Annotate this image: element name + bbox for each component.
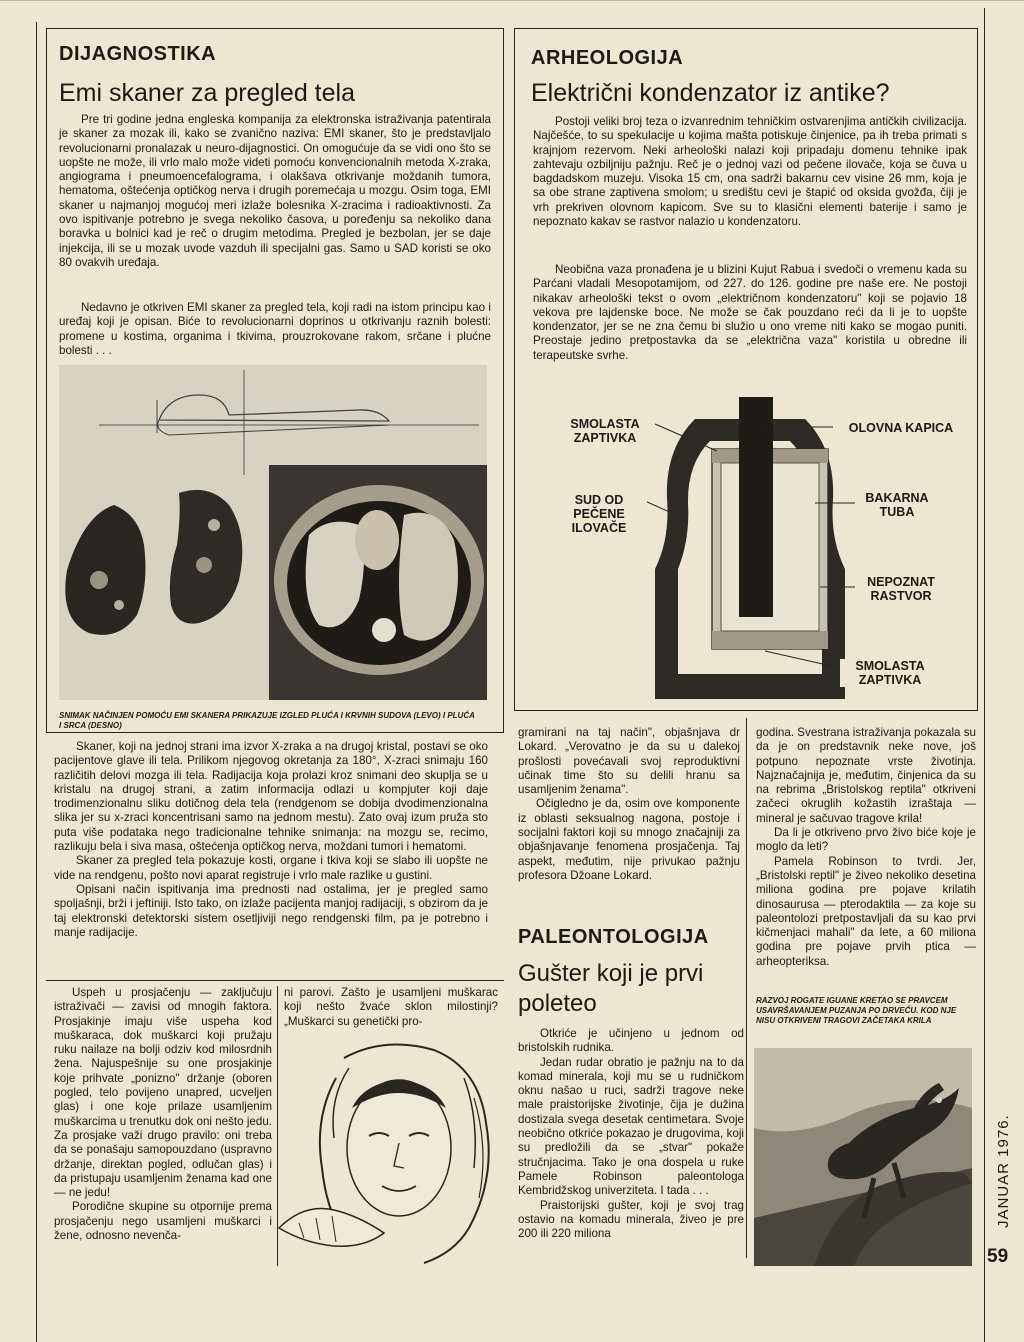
article-paragraph: Da li je otkriveno prvo živo biće koje je moglo da leti? bbox=[756, 826, 976, 854]
article-paragraph: Pre tri godine jedna engleska kompanija za elektronska istraživanja patentirala je skaner za mozak ili, kako se zvanično naziva: EMI skaner, što je predstavljalo revolucionarni pronalazak u neuro-dijagnostici. On omogućuje da se vidi ono što se uopšte ne može, ili vrlo malo može videti pomoću konvencionalnih metoda X-zraka, angiograma i pneumoencefalograma, i olakšava otkrivanje moždanih tumora, hematoma, oštećenja optičkog nerva i drugih poremećaja u mozgu. Osim toga, EMI skaner u najmanjoj mogućoj meri izlaže bolesnika X-zracima i radioaktivnosti. Za ovo ispitivanje potrebno je svega nekoliko časova, u poređenju sa nekoliko dana boravka u bolnici kad je reč o drugim metodima. Pregled je bezbolan, jer se daje injekcija, ili se u mozak uvode vazduh ili specijalni gas. Samo u SAD koristi se oko 80 ovakvih uređaja. bbox=[59, 113, 491, 269]
article-paragraph: Skaner, koji na jednoj strani ima izvor X-zraka a na drugoj kristal, postavi se oko pacijentove glave ili tela. Prilikom njegovog okretanja za 180°, X-zraci snimaju 160 različitih delovi mozga ili tela. Radijacija koja prolazi kroz snimani deo skuplja se u kristalu na drugoj strani, a zatim informacija odlazi u kompjuter koji daje trodimenzionalnu sliku dotičnog dela tela (rendgenom se dobija dvodimenzionalna slika jer su x-zraci koncentrisani samo na jednom mestu). Zato ovaj izum pruža sto puta više podataka nego tradicionalne tehnike snimanja: na mozgu se, recimo, razlikuju bela i siva masa, oštećenja optičkog nerva, moždani tumori i hematomi. bbox=[54, 740, 488, 854]
label-copper-tube: BAKARNA TUBA bbox=[855, 491, 939, 519]
article-paragraph: Postoji veliki broj teza o izvanrednim tehničkim ostvarenjima antičkih civilizacija. Najčešće, to su spekulacije u kojima mašta potiskuje činjenice, pa ih treba primati s krajnjom rezervom. Neki arheološki nalazi koji pripadaju domenu tehnike ipak zahtevaju ozbiljniju pažnju. Reč je o jednoj vazi od pečene ilovače, koja se čuva u bagdadskom muzeju. Visoka 15 cm, ona sadrži bakarnu cev visine 26 mm, koja je sa obe strane zaptivena smolom; u središtu cevi je štapić od oksida gvožđa, čiji je vrh prekriven olovnom kapicom. Sve su to klasični elementi baterije i samo je nepoznato kakav se rastvor nalazio u kondenzatoru. bbox=[533, 115, 967, 229]
article-paragraph: ni parovi. Zašto je usamljeni muškarac koji nešto žvaće sklon milostinji? „Muškarci su genetički pro- bbox=[284, 986, 498, 1028]
label-resin-seal-top: SMOLASTA ZAPTIVKA bbox=[555, 417, 655, 445]
article-paragraph: godina. Svestrana istraživanja pokazala su da je on predstavnik neke nove, još potpuno nepoznate vrste životinja. Najznačajnija je, međutim, činjenica da su na rebrima „Bristolskog reptila" otkriveni začeci okruglih kožastih izraštaja — mineral je sačuvao tragove krila! bbox=[756, 726, 976, 825]
begging-column-continued bbox=[518, 726, 740, 883]
scan-illustration bbox=[59, 365, 487, 700]
battery-diagram bbox=[515, 369, 979, 709]
iguana-photo bbox=[754, 1048, 972, 1266]
label-clay-vessel: SUD OD PEČENE ILOVAČE bbox=[551, 493, 647, 535]
woman-illustration bbox=[274, 1038, 506, 1266]
section-kicker: PALEONTOLOGIJA bbox=[518, 926, 709, 948]
article-paragraph: Otkriće je učinjeno u jednom od bristolskih rudnika. bbox=[518, 1027, 744, 1055]
label-unknown-solution: NEPOZNAT RASTVOR bbox=[855, 575, 947, 603]
article-paragraph: Jedan rudar obratio je pažnju na to da komad minerala, koji mu se u rudničkom oknu našao u ruci, sadrži tragove neke male praistorijske životinje, čija je dužina dostizala svega desetak centimetara. Svoje neobično otkriće pokazao je drugovima, koji su predložili da se „stvar" pokaže stručnjacima. Tako je ona dospela u ruke Pamele Robinson paleontologa Kembridžskog univerziteta. I tada . . . bbox=[518, 1055, 744, 1198]
archaeology-article bbox=[514, 28, 978, 711]
iguana-image bbox=[754, 1048, 972, 1266]
page-number: 59 bbox=[987, 1246, 1009, 1267]
article-paragraph: Opisani način ispitivanja ima prednosti nad ostalima, jer je pregled samo spoljašnji, brži i jeftiniji. Isto tako, on izlaže pacijenta manjoj radijaciji, s obzirom da je taj elektronski detektorski sistem osetljiviji nego rendgenski film, pa je potrebno i manje radijacije. bbox=[54, 882, 488, 939]
diagnostics-continued bbox=[54, 740, 488, 940]
article-title: Emi skaner za pregled tela bbox=[59, 79, 355, 107]
diagnostics-article bbox=[46, 28, 504, 733]
article-title: Električni kondenzator iz antike? bbox=[531, 79, 890, 107]
article-paragraph: Porodične skupine su otpornije prema prosjačenju nego usamljeni muškarci i žene, odnosno nevenča- bbox=[54, 1200, 272, 1243]
article-title: Gušter koji je prvi poleteo bbox=[518, 960, 704, 1017]
image-caption: RAZVOJ ROGATE IGUANE KRETAO SE PRAVCEM USAVRŠAVANJEM PUZANJA PO DRVEĆU. KOD NJE NISU OTKRIVENI TRAGOVI ZAČETAKA KRILA bbox=[756, 996, 957, 1025]
woman-drawing bbox=[274, 1038, 506, 1266]
begging-column-right bbox=[284, 986, 498, 1029]
label-resin-seal-bottom: SMOLASTA ZAPTIVKA bbox=[840, 659, 940, 687]
article-paragraph: Neobična vaza pronađena je u blizini Kujut Rabua i svedoči o vremenu kada su Parćani vladali Mesopotamijom, od 227. do 126. godine pre naše ere. Ne postoji nikakav arheološki tekst o ovom „električnom kondenzatoru" koji se pojavio 18 vekova pre lajdenske boce. Ne može se čak pouzdano reći da li je to uopšte kondenzator, jer se ne zna čemu bi služio u ono vreme niti kako se mogao puniti. Preostaje jedino pretpostavka da se „električna vaza" koristila u obredne ili terapeutske svrhe. bbox=[533, 263, 967, 362]
paleontology-article bbox=[518, 926, 744, 1241]
emi-scan-image bbox=[59, 365, 487, 700]
article-paragraph: Uspeh u prosjačenju — zaključuju istraživači — zavisi od mnogih faktora. Prosjakinje imaju više uspeha kod muškaraca, dok muškarci koji pružaju ruku nailaze na bolji odziv kod milosrdnih žena. Najuspešnije su one prosjakinje koje prihvate „ponizno" držanje (oboren pogled, telo povijeno unapred, ucveljen glas) i one koje prilaze usamljenim muškarcima u trenutku dok oni nešto jedu. Za prosjake važi drugo pravilo: oni treba da se ponašaju samopouzdano (uspravno držanje, direktan pogled, odlučan glas) i da pristupaju usamljenim ženama kad one — ne jedu! bbox=[54, 986, 272, 1200]
chest-scan-right bbox=[269, 465, 487, 700]
begging-column-left bbox=[54, 986, 272, 1243]
article-paragraph: Nedavno je otkriven EMI skaner za pregled tela, koji radi na istom principu kao i uređaj koji je opisan. Biće to revolucionarni doprinos u otkrivanju raznih bolesti: promene u kostima, organima i tkivima, prouzrokovane rakom, srčane i plućne bolesti . . . bbox=[59, 301, 491, 357]
article-paragraph: Praistorijski gušter, koji je svoj trag ostavio na komadu minerala, živeo je pre 200 ili 220 miliona bbox=[518, 1198, 744, 1241]
section-kicker: DIJAGNOSTIKA bbox=[59, 43, 217, 65]
paleontology-continued bbox=[756, 726, 976, 969]
label-lead-cap: OLOVNA KAPICA bbox=[833, 421, 969, 435]
section-kicker: ARHEOLOGIJA bbox=[531, 47, 684, 69]
article-paragraph: Skaner za pregled tela pokazuje kosti, organe i tkiva koji se slabo ili uopšte ne vide na rendgenu, pošto novi aparat registruje i vrlo male razlike u gustini. bbox=[54, 854, 488, 882]
article-paragraph: gramirani na taj način", objašnjava dr Lokard. „Verovatno je da su u dalekoj prošlosti povećavali svoj reproduktivni učinak time što su delili hranu sa usamljenim ženama". bbox=[518, 726, 740, 797]
article-paragraph: Očigledno je da, osim ove komponente iz oblasti seksualnog nagona, postoje i socijalni faktori koji su mnogo značajniji za objašnjavanje fenomena prosjačenja. Taj aspekt, međutim, nije privukao pažnju profesora Džoane Lokard. bbox=[518, 797, 740, 882]
article-paragraph: Pamela Robinson to tvrdi. Jer, „Bristolski reptil" je živeo nekoliko desetina miliona godina pre pojave krilatih dinosaurusa — pterodaktila — za koje su paleontolozi pretpostavljali da su kao prvi kičmenjaci mahali" da lete, a 60 miliona godina pre pojave prvih ptica — arheopteriksa. bbox=[756, 854, 976, 968]
issue-date: JANUAR 1976. bbox=[995, 1114, 1012, 1228]
image-caption: SNIMAK NAČINJEN POMOĆU EMI SKANERA PRIKAZUJE IZGLED PLUĆA I KRVNIH SUDOVA (LEVO) I PLUĆA I SRCA (DESNO) bbox=[59, 711, 475, 730]
